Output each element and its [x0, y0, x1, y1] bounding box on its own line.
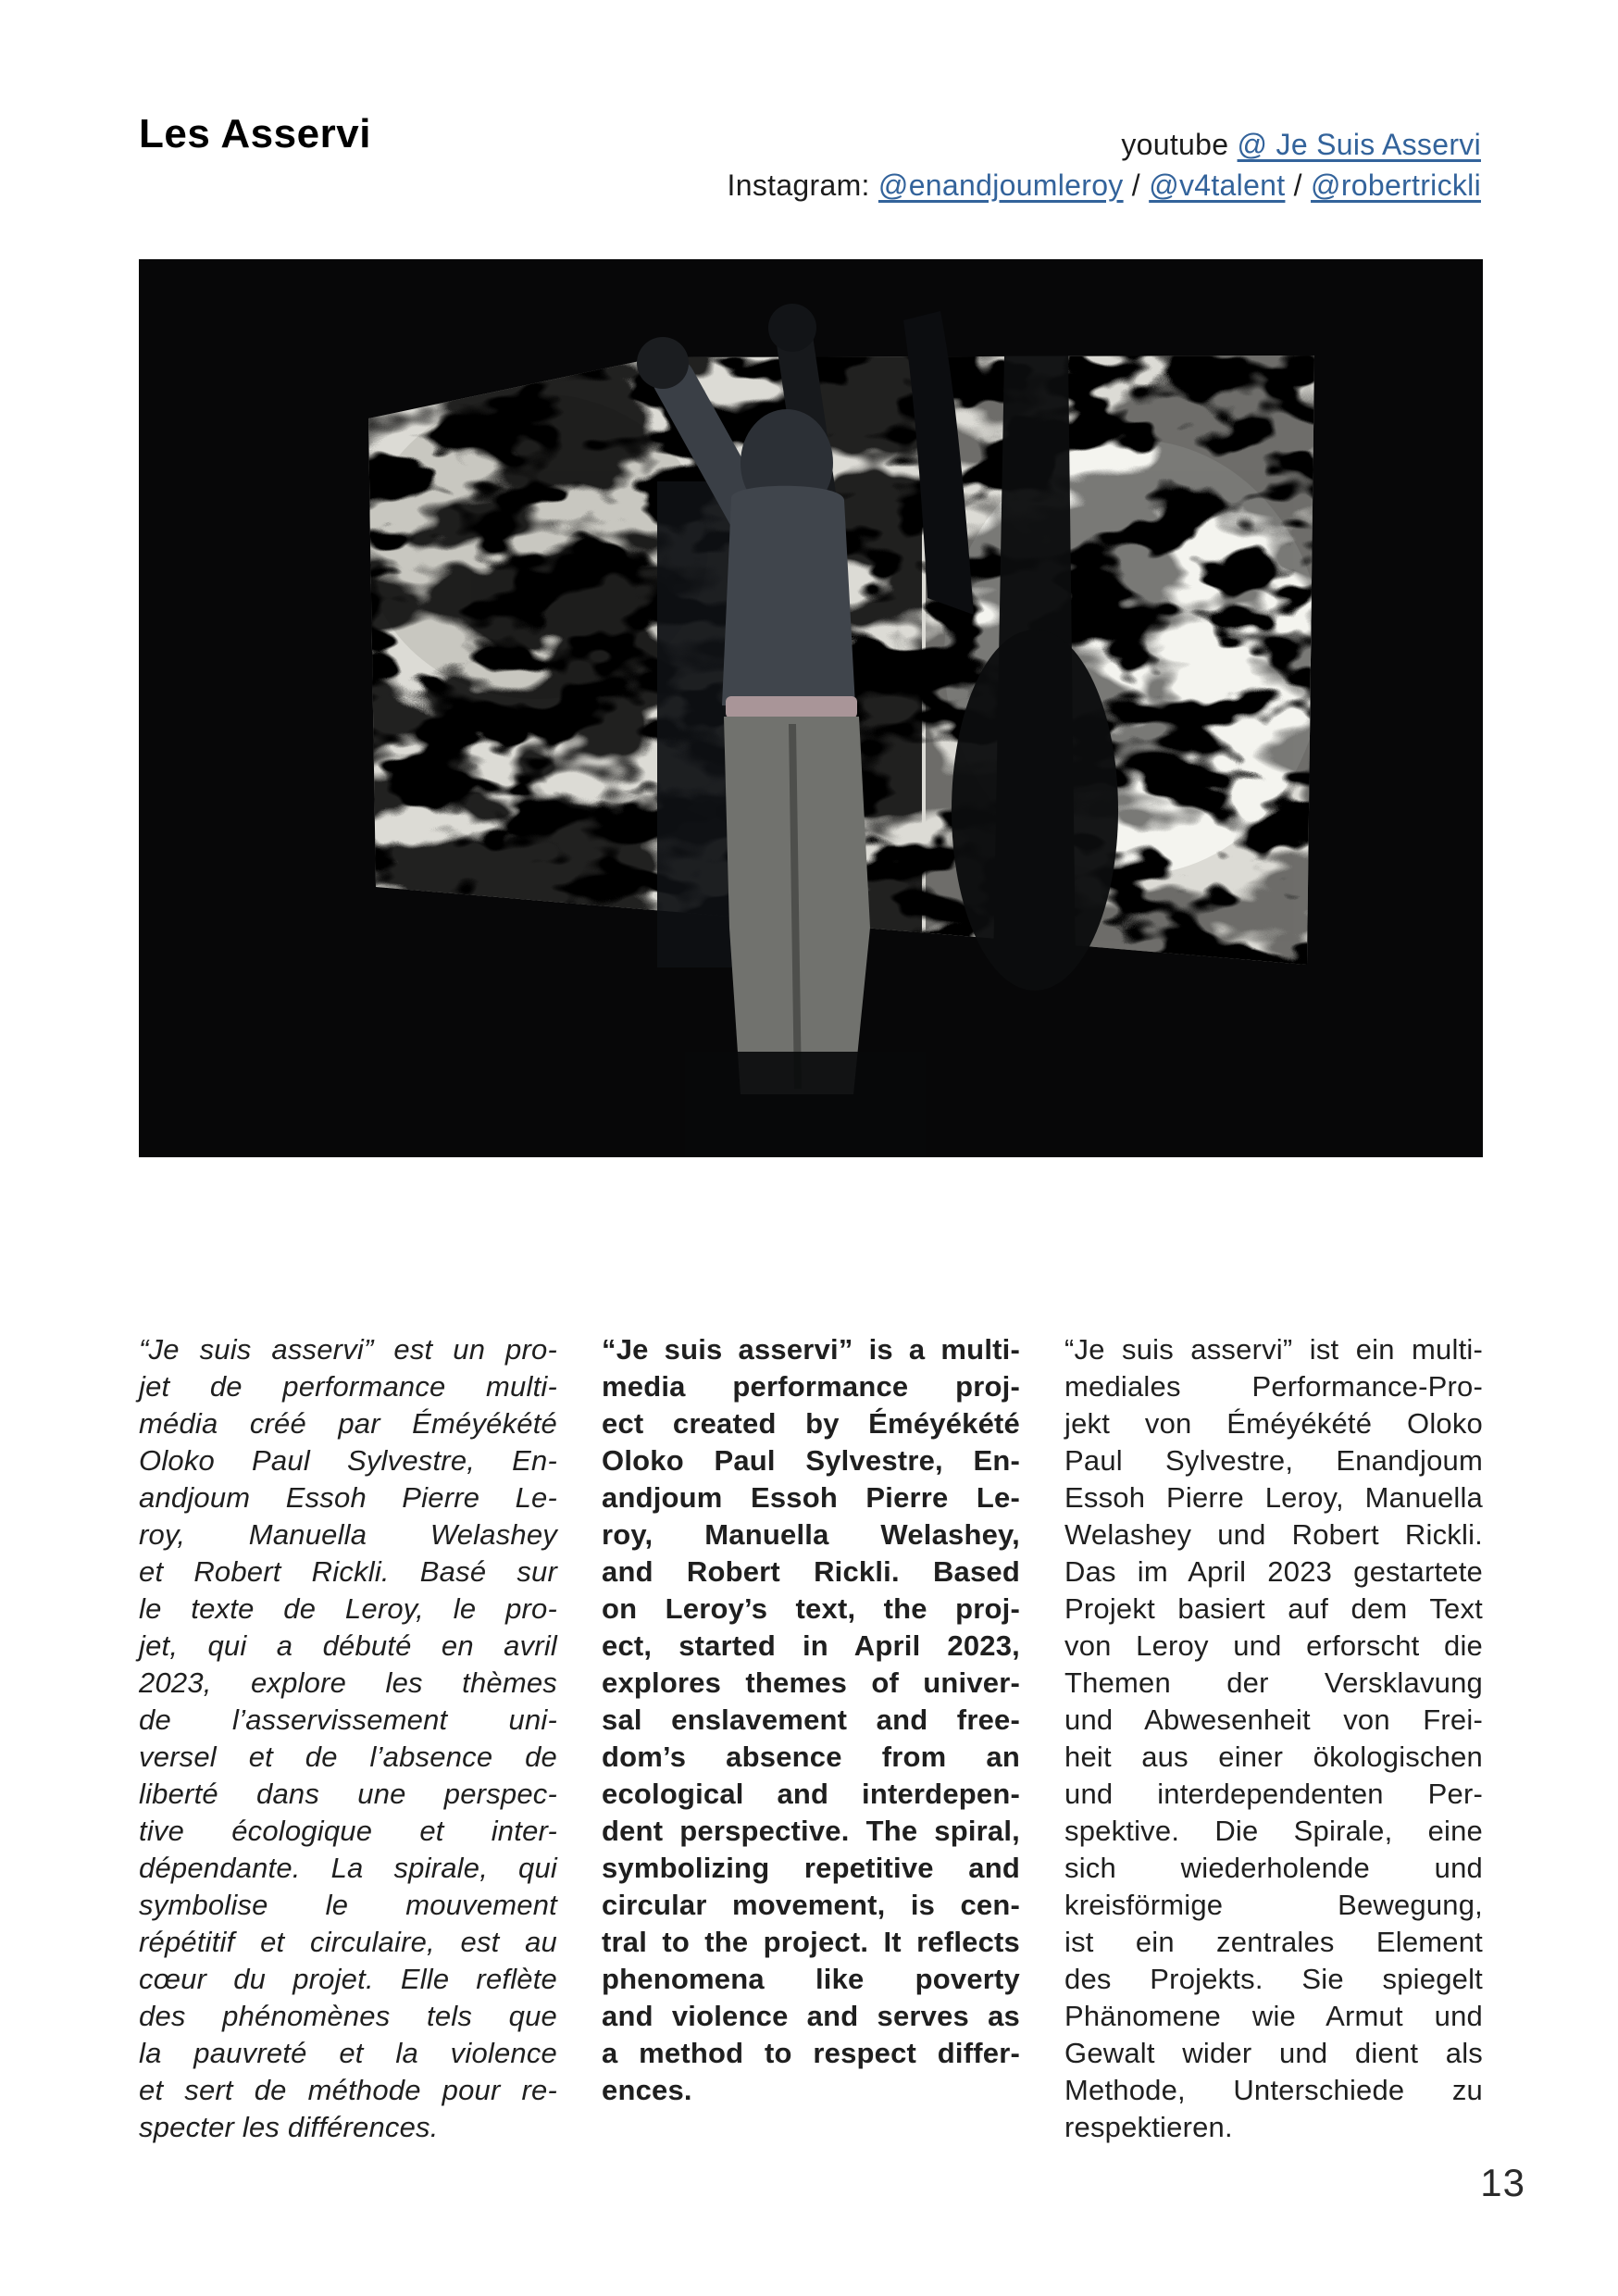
text-line: Paul Sylvestre, Enandjoum — [1064, 1444, 1483, 1477]
link-separator: / — [1285, 168, 1312, 202]
text-line: jekt von Éméyékété Oloko — [1064, 1407, 1483, 1440]
text-line: tral to the project. It reflects — [602, 1926, 1020, 1958]
text-line: jet de performance multi- — [139, 1370, 557, 1403]
text-line: jet, qui a débuté en avril — [139, 1629, 557, 1662]
text-line: Oloko Paul Sylvestre, En- — [139, 1444, 557, 1477]
text-line: sal enslavement and free- — [602, 1703, 1020, 1736]
performance-photo — [139, 259, 1483, 1157]
text-line: ect, started in April 2023, — [602, 1629, 1020, 1662]
column-german — [1064, 1331, 1483, 2146]
instagram-link-v4talent[interactable]: @v4talent — [1149, 168, 1286, 202]
text-line: kreisförmige Bewegung, — [1064, 1889, 1483, 1921]
text-line: tive écologique et inter- — [139, 1815, 557, 1847]
page-number: 13 — [1480, 2161, 1525, 2204]
text-line: mediales Performance-Pro- — [1064, 1370, 1483, 1403]
text-line: von Leroy und erforscht die — [1064, 1629, 1483, 1662]
text-line: roy, Manuella Welashey, — [602, 1518, 1020, 1551]
text-line: on Leroy’s text, the proj- — [602, 1592, 1020, 1625]
text-line: 2023, explore les thèmes — [139, 1666, 557, 1699]
text-line: specter les différences. — [139, 2111, 439, 2143]
text-line: des Projekts. Sie spiegelt — [1064, 1963, 1483, 1995]
text-line: “Je suis asservi” is a multi- — [602, 1333, 1020, 1366]
text-line: dépendante. La spirale, qui — [139, 1852, 557, 1884]
text-line: ecological and interdepen- — [602, 1778, 1020, 1810]
link-separator: / — [1123, 168, 1150, 202]
text-line: und Abwesenheit von Frei- — [1064, 1703, 1483, 1736]
text-line: roy, Manuella Welashey — [139, 1518, 557, 1551]
text-line: Oloko Paul Sylvestre, En- — [602, 1444, 1020, 1477]
text-line: Das im April 2023 gestartete — [1064, 1555, 1483, 1588]
youtube-label: youtube — [1121, 128, 1238, 161]
text-line: symbolizing repetitive and — [602, 1852, 1020, 1884]
text-line: explores themes of univer- — [602, 1666, 1020, 1699]
text-line: symbolise le mouvement — [139, 1889, 557, 1921]
text-line: ist ein zentrales Element — [1064, 1926, 1483, 1958]
text-line: sich wiederholende und — [1064, 1852, 1483, 1884]
instagram-line — [728, 165, 1481, 206]
text-line: le texte de Leroy, le pro- — [139, 1592, 557, 1625]
page-title: Les Asservi — [139, 111, 371, 156]
instagram-link-robertrickli[interactable]: @robertrickli — [1311, 168, 1481, 202]
instagram-link-enandjoumleroy[interactable]: @enandjoumleroy — [877, 168, 1124, 202]
text-line: “Je suis asservi” ist ein multi- — [1064, 1333, 1483, 1366]
column-english — [602, 1331, 1020, 2109]
text-line: and Robert Rickli. Based — [602, 1555, 1020, 1588]
youtube-line — [728, 124, 1481, 165]
column-french — [139, 1331, 557, 2146]
social-links-header — [728, 124, 1481, 206]
text-line: und interdependenten Per- — [1064, 1778, 1483, 1810]
text-line: Projekt basiert auf dem Text — [1064, 1592, 1483, 1625]
text-line: dent perspective. The spiral, — [602, 1815, 1020, 1847]
three-column-text — [139, 1331, 1483, 2165]
text-line: circular movement, is cen- — [602, 1889, 1020, 1921]
text-line: heit aus einer ökologischen — [1064, 1741, 1483, 1773]
text-line: répétitif et circulaire, est au — [139, 1926, 557, 1958]
text-line: spektive. Die Spirale, eine — [1064, 1815, 1483, 1847]
text-line: andjoum Essoh Pierre Le- — [139, 1481, 557, 1514]
instagram-label: Instagram: — [727, 168, 878, 202]
text-line: “Je suis asservi” est un pro- — [139, 1333, 557, 1366]
text-line: and violence and serves as — [602, 2000, 1020, 2032]
text-line: respektieren. — [1064, 2111, 1233, 2143]
text-line: a method to respect differ- — [602, 2037, 1020, 2069]
text-line: média créé par Éméyékété — [139, 1407, 557, 1440]
text-line: versel et de l’absence de — [139, 1741, 557, 1773]
text-line: des phénomènes tels que — [139, 2000, 557, 2032]
text-line: andjoum Essoh Pierre Le- — [602, 1481, 1020, 1514]
text-line: cœur du projet. Elle reflète — [139, 1963, 557, 1995]
text-line: Themen der Versklavung — [1064, 1666, 1483, 1699]
text-line: ences. — [602, 2074, 692, 2106]
text-line: la pauvreté et la violence — [139, 2037, 557, 2069]
text-line: ect created by Éméyékété — [602, 1407, 1020, 1440]
text-line: dom’s absence from an — [602, 1741, 1020, 1773]
text-line: Welashey und Robert Rickli. — [1064, 1518, 1483, 1551]
text-line: Essoh Pierre Leroy, Manuella — [1064, 1481, 1483, 1514]
text-line: media performance proj- — [602, 1370, 1020, 1403]
text-line: liberté dans une perspec- — [139, 1778, 557, 1810]
text-line: de l’asservissement uni- — [139, 1703, 557, 1736]
text-line: phenomena like poverty — [602, 1963, 1020, 1995]
text-line: Phänomene wie Armut und — [1064, 2000, 1483, 2032]
performance-photo-graphic — [139, 259, 1483, 1157]
text-line: Gewalt wider und dient als — [1064, 2037, 1483, 2069]
text-line: et sert de méthode pour re- — [139, 2074, 557, 2106]
text-line: et Robert Rickli. Basé sur — [139, 1555, 557, 1588]
youtube-link[interactable]: @ Je Suis Asservi — [1237, 128, 1481, 161]
text-line: Methode, Unterschiede zu — [1064, 2074, 1483, 2106]
